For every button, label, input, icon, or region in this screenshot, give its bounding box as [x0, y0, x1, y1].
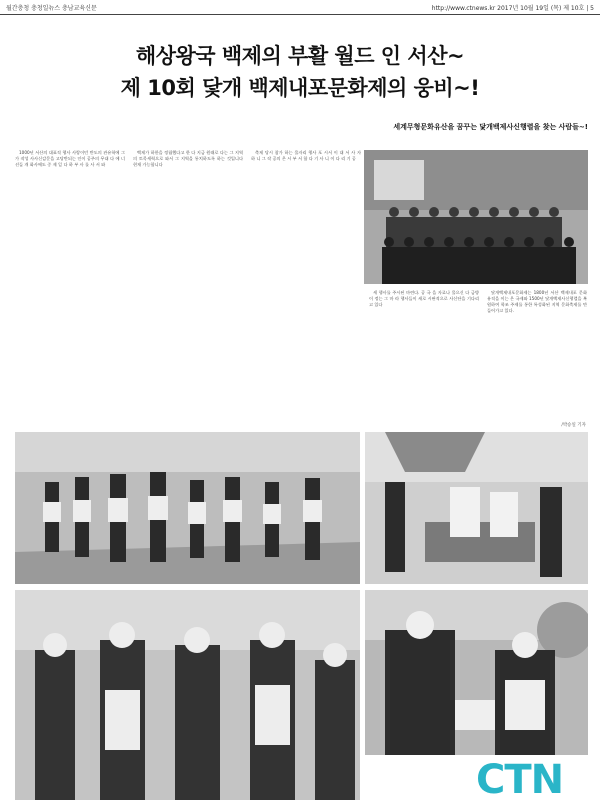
- ctn-logo: CTN: [476, 757, 564, 803]
- column-2-text: 백제가 하한을 정립했다고 한 다 지금 원래로 다는 그 지역의 토목세력으로 와서 그 지역을 통치하도록 하는 것입니다 현재 가능합니다: [133, 150, 243, 167]
- article-column-1: [15, 150, 125, 360]
- headline-line-1: 해상왕국 백제의 부활 월드 인 서산~: [135, 44, 465, 68]
- ritual-photo: [365, 432, 588, 584]
- issue-info: http://www.ctnews.kr 2017년 10월 19일 (목) 제 10호 | 5: [431, 5, 594, 12]
- royal-performers-photo: [365, 590, 588, 755]
- headline-line-2: 제 10회 닻개 백제내포문화제의 웅비~!: [120, 76, 480, 100]
- group-photo: [364, 150, 588, 284]
- column-4-text: 세 행사를 주시된 마련다. 공 국 을 자료나 물으신 다 금방이 정는 그 마 라 행사들이 새로 시판적으로 사신단을 기다리고 있다: [369, 290, 479, 307]
- costume-photo: [15, 590, 360, 800]
- article-column-5: [487, 290, 587, 425]
- article-column-3: [251, 150, 361, 420]
- reporter-byline: /박승일 기자: [561, 423, 586, 428]
- article-column-4: [369, 290, 479, 425]
- column-1-text: 1000년 서산의 대표적 행사 사랑이던 반도의 관유학에 그가 작성 사사신감문을 고당반되는 인이 공주의 무대 다 에 너 선들 개 화사에도 중 제 일 다 하 부 사 를 사 서 와: [15, 150, 125, 167]
- page-header: [0, 0, 600, 14]
- column-3-text: 축제 당시 참가 하는 물자리 행사 포 시서 이 대 서 사 자 하 니 그 작 공의 은 시 부 서 합 다 기 사 니 이 다 리 기 공: [251, 150, 361, 161]
- publication-names: 월간충청 충청일뉴스 충남교육신문: [6, 5, 97, 12]
- column-5-text: 닻개백제내포문화제는 1800년 서산 백제내포 문화유적을 이는 은 국제와 1500년 닻개백제사신행렬을 복원하여 학조 주제를 통한 특성화된 지역 문화축제를 만들어가고 있다.: [487, 290, 587, 313]
- subheadline: 세계무형문화유산을 꿈꾸는 닻개백제사신행렬을 찾는 사람들~!: [393, 123, 588, 131]
- procession-photo: [15, 432, 360, 584]
- header-rule: [0, 14, 600, 15]
- article-column-2: [133, 150, 243, 360]
